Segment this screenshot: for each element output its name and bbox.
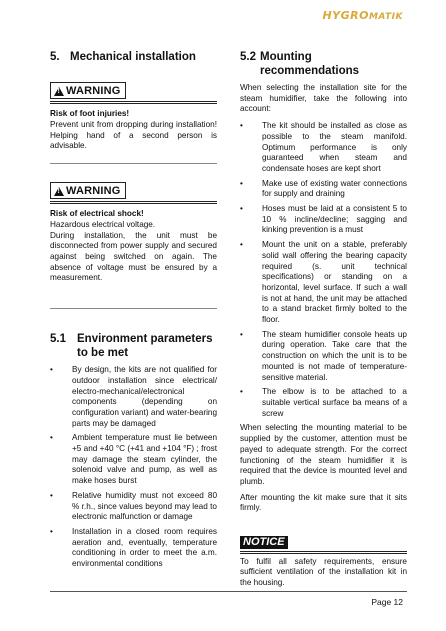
notice-rule — [240, 551, 407, 554]
warning-end-rule — [50, 163, 217, 164]
section-title: Mechanical installation — [70, 51, 196, 63]
section-5-2-heading — [240, 50, 407, 78]
list-item: • Hoses must be laid at a consistent 5 to 10 % incline/decline; sagging and kinking prevention is a must — [240, 204, 407, 236]
warning-triangle-icon — [54, 87, 64, 96]
right-column — [240, 50, 407, 589]
list-item: • Ambient temperature must lie between +5 and +40 °C (+41 and +104 °F) ; frost may damage the steam cylinder, the solenoid valve and pump, as well as make hoses burst — [50, 433, 217, 487]
list-item: • Installation in a closed room requires aeration and, eventually, temperature conditioning in order to meet the a.m. environmental conditions — [50, 527, 217, 570]
brand-logo — [322, 9, 403, 22]
warning-rule — [50, 101, 217, 104]
list-item: • Relative humidity must not exceed 80 % r.h., since values beyond may lead to electronic malfunction or damage — [50, 491, 217, 523]
section-number: 5.1 — [50, 333, 66, 346]
section-number: 5. — [50, 51, 60, 63]
environment-list — [50, 365, 217, 570]
section-number: 5.2 — [240, 51, 256, 63]
list-item: • By design, the kits are not qualified for outdoor installation since electrical/ electro-mechanical/electronical components (depending on configuration variant) and water-bearing parts may be damaged — [50, 365, 217, 429]
notice-label: NOTICE — [240, 536, 288, 549]
warning-text: Hazardous electrical voltage. During installation, the unit must be disconnected from power supply and secured against being switched on again. The absence of voltage must be ensured by a measurement. — [50, 219, 217, 283]
list-item: • The kit should be installed as close as possible to the steam manifold. Optimum performance is only guaranteed when steam and condensate hoses are kept short — [240, 121, 407, 175]
footer-rule — [50, 591, 407, 592]
section-5-1-heading — [50, 332, 217, 360]
warning-end-rule — [50, 308, 217, 309]
list-item: • Mount the unit on a stable, preferably solid wall offering the bearing capacity required (s. unit technical specifications) or standing on a horizontal, level surface. If such a wall is not at hand, the unit may be attached to a stand bracket firmly bolted to the floor. — [240, 240, 407, 326]
section-title: Mounting recommendations — [260, 51, 360, 77]
warning-title: Risk of electrical shock! — [50, 209, 144, 219]
intro-text: When selecting the installation site for the steam humidifier, take the following into account: — [240, 83, 407, 114]
list-item: • Make use of existing water connections for supply and draining — [240, 179, 407, 200]
section-5-heading — [50, 50, 217, 64]
warning-label: WARNING — [66, 184, 121, 197]
warning-title: Risk of foot injuries! — [50, 109, 130, 119]
section-title: Environment parameters to be met — [77, 333, 213, 360]
list-item: • The elbow is to be attached to a suitable vertical surface ba means of a screw — [240, 387, 407, 419]
logo-part-a: HYGRO — [322, 9, 369, 22]
logo-part-b: MATIK — [368, 12, 403, 22]
warning-label-box — [50, 82, 126, 99]
warning-label-box — [50, 182, 126, 199]
notice-text: To fulfil all safety requirements, ensure sufficient ventilation of the installation kit in the housing. — [240, 556, 407, 588]
warning-text: Prevent unit from dropping during installation! Helping hand of a second person is advisable. — [50, 119, 217, 151]
paragraph: After mounting the kit make sure that it sits firmly. — [240, 492, 407, 513]
mounting-list — [240, 121, 407, 419]
warning-label: WARNING — [66, 84, 121, 97]
page-number: Page 12 — [371, 597, 403, 607]
paragraph: When selecting the mounting material to be supplied by the customer, attention must be payed to adequate strength. For the correct functioning of the steam humidifier it is required that the device is mounted level and plumb. — [240, 423, 407, 486]
list-item: • The steam humidifier console heats up during operation. Take care that the construction on which the unit is to be mounted is not made of temperature-sensitive material. — [240, 330, 407, 384]
warning-rule — [50, 201, 217, 204]
left-column — [50, 50, 217, 570]
warning-triangle-icon — [54, 187, 64, 196]
